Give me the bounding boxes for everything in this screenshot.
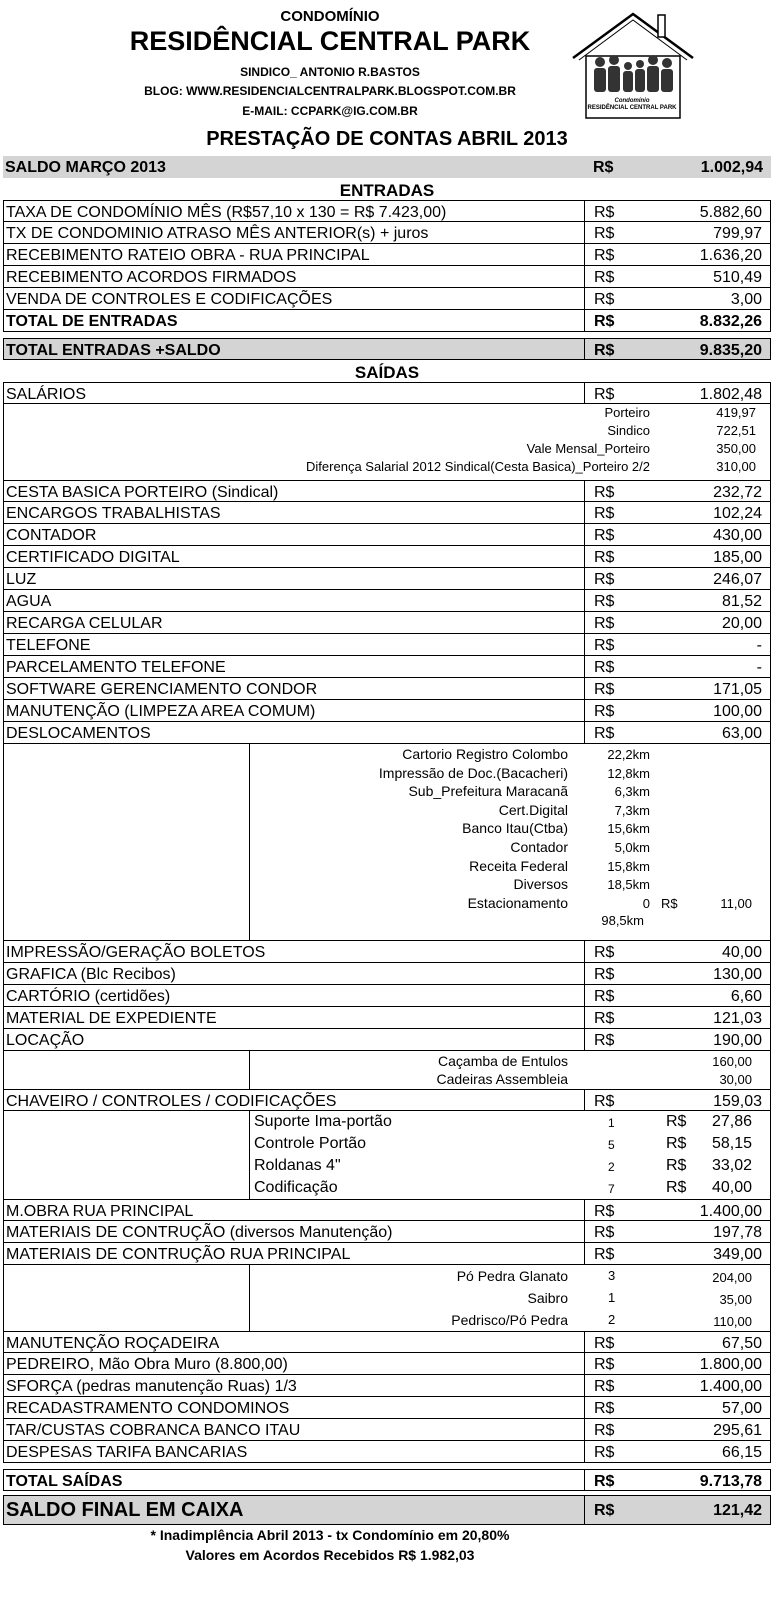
saldo-anterior-row <box>3 156 771 178</box>
currency-label: R$ <box>593 159 614 176</box>
row-label: PARCELAMENTO TELEFONE <box>6 659 226 676</box>
row-value: 121,42 <box>713 1502 762 1519</box>
column-divider <box>584 963 585 984</box>
row-value: 3,00 <box>730 291 762 308</box>
item-value: 58,15 <box>711 1135 752 1152</box>
row-value: 510,49 <box>713 269 762 286</box>
logo-text-line1: Condomínio <box>614 98 650 104</box>
accounts-sheet <box>3 156 771 1525</box>
currency-label: R$ <box>594 725 615 742</box>
row-label: TOTAL SAÍDAS <box>6 1473 123 1490</box>
total-entradas-row <box>3 310 771 332</box>
salarios-detail <box>3 404 771 480</box>
row-label: PEDREIRO, Mão Obra Muro (8.800,00) <box>6 1356 288 1373</box>
locacao-label: Cadeiras Assembleia <box>436 1071 568 1087</box>
saida-row <box>3 985 771 1007</box>
condominium-name: RESIDÊNCIAL CENTRAL PARK <box>129 26 531 56</box>
row-value: 8.832,26 <box>699 313 762 330</box>
material-label: Saibro <box>527 1290 568 1306</box>
saida-row <box>3 634 771 656</box>
column-divider <box>584 678 585 699</box>
row-label: VENDA DE CONTROLES E CODIFICAÇÕES <box>6 291 333 308</box>
column-divider <box>584 546 585 567</box>
column-divider <box>584 656 585 677</box>
detail-value: 419,97 <box>716 405 756 420</box>
trip-label: Receita Federal <box>469 857 568 874</box>
row-label: SFORÇA (pedras manutenção Ruas) 1/3 <box>6 1378 297 1395</box>
row-label: TOTAL ENTRADAS +SALDO <box>6 342 221 359</box>
currency-label: R$ <box>594 225 615 242</box>
currency-label: R$ <box>594 615 615 632</box>
row-value: 1.802,48 <box>699 386 762 403</box>
row-label: MANUTENÇÃO (LIMPEZA AREA COMUM) <box>6 703 316 720</box>
currency-label: R$ <box>594 1422 615 1439</box>
currency-label: R$ <box>594 549 615 566</box>
saida-row <box>3 590 771 612</box>
item-label: Controle Portão <box>254 1135 367 1152</box>
column-divider <box>584 266 585 287</box>
saida-row <box>3 1397 771 1419</box>
entradas-heading: ENTRADAS <box>339 181 435 200</box>
report-title: PRESTAÇÃO DE CONTAS ABRIL 2013 <box>206 128 568 150</box>
column-divider <box>584 502 585 523</box>
currency-label: R$ <box>594 681 615 698</box>
saida-row <box>3 502 771 524</box>
row-value: 159,03 <box>713 1093 762 1110</box>
row-label: DESPESAS TARIFA BANCARIAS <box>6 1444 248 1461</box>
column-divider <box>249 1111 250 1199</box>
item-label: Suporte Ima-portão <box>254 1113 392 1130</box>
item-currency: R$ <box>666 1157 687 1174</box>
saida-row <box>3 546 771 568</box>
column-divider <box>584 1090 585 1110</box>
saida-row <box>3 524 771 546</box>
column-divider <box>584 1332 585 1352</box>
row-value: 190,00 <box>713 1032 762 1049</box>
column-divider <box>584 310 585 331</box>
email-address: E-MAIL: CCPARK@IG.COM.BR <box>242 104 418 118</box>
row-label: SALDO FINAL EM CAIXA <box>6 1499 244 1521</box>
locacao-label: Caçamba de Entulos <box>438 1053 568 1069</box>
salario-detail-row <box>4 458 770 476</box>
row-value: 100,00 <box>713 703 762 720</box>
row-value: 63,00 <box>721 725 762 742</box>
deslocamentos-detail <box>3 744 771 941</box>
column-divider <box>584 339 585 359</box>
note-line: * Inadimplência Abril 2013 - tx Condomínio em 20,80% <box>150 1527 510 1543</box>
row-value: 197,78 <box>713 1224 762 1241</box>
column-divider <box>584 722 585 743</box>
salarios-row <box>3 382 771 404</box>
detail-label: Diferença Salarial 2012 Sindical(Cesta Basica)_Porteiro 2/2 <box>306 459 650 474</box>
entrada-row <box>3 222 771 244</box>
column-divider <box>584 941 585 962</box>
currency-label: R$ <box>594 527 615 544</box>
currency-label: R$ <box>594 1378 615 1395</box>
column-divider <box>249 1051 250 1089</box>
row-value: 57,00 <box>721 1400 762 1417</box>
trip-km: 5,0km <box>614 840 650 855</box>
column-divider <box>584 383 585 403</box>
row-value: 81,52 <box>721 593 762 610</box>
column-divider <box>584 1419 585 1440</box>
column-divider <box>584 1375 585 1396</box>
logo-text-line2: RESIDÊNCIAL CENTRAL PARK <box>587 105 677 111</box>
row-label: CESTA BASICA PORTEIRO (Sindical) <box>6 484 279 501</box>
currency-label: R$ <box>594 944 615 961</box>
row-label: RECADASTRAMENTO CONDOMINOS <box>6 1400 290 1417</box>
currency-label: R$ <box>594 1473 615 1490</box>
saida-row <box>3 941 771 963</box>
item-qty: 2 <box>608 1160 615 1174</box>
row-value: 799,97 <box>713 225 762 242</box>
row-value: - <box>756 637 762 654</box>
chaveiro-row <box>3 1089 771 1111</box>
column-divider <box>584 985 585 1006</box>
detail-label: Vale Mensal_Porteiro <box>526 441 650 456</box>
row-label: LOCAÇÃO <box>6 1032 85 1049</box>
trip-km: 7,3km <box>614 802 650 818</box>
column-divider <box>584 1397 585 1418</box>
currency-label: R$ <box>594 484 615 501</box>
saida-row <box>3 568 771 590</box>
trip-km: 15,6km <box>607 821 650 837</box>
row-label: TELEFONE <box>6 637 91 654</box>
currency-label: R$ <box>594 593 615 610</box>
currency-label: R$ <box>594 386 615 403</box>
saida-row <box>3 1375 771 1397</box>
saida-row <box>3 612 771 634</box>
materiais-detail <box>3 1265 771 1331</box>
row-label: DESLOCAMENTOS <box>6 725 151 742</box>
row-label: MATERIAIS DE CONTRUÇÃO RUA PRINCIPAL <box>6 1246 351 1263</box>
row-label: SOFTWARE GERENCIAMENTO CONDOR <box>6 681 318 698</box>
locacao-value: 30,00 <box>719 1072 752 1087</box>
column-divider <box>584 612 585 633</box>
row-value: 9.713,78 <box>699 1473 762 1490</box>
row-label: SALDO MARÇO 2013 <box>5 159 166 176</box>
material-value: 35,00 <box>719 1292 752 1307</box>
row-value: 5.882,60 <box>699 204 762 221</box>
saida-row <box>3 656 771 678</box>
row-value: 1.400,00 <box>699 1378 762 1395</box>
trip-label: Impressão de Doc.(Bacacheri) <box>378 764 568 781</box>
entrada-row <box>3 244 771 266</box>
currency-label: R$ <box>594 291 615 308</box>
column-divider <box>584 568 585 589</box>
item-qty: 7 <box>608 1182 615 1196</box>
salario-detail-row <box>4 440 770 458</box>
row-value: 130,00 <box>713 966 762 983</box>
row-value: 66,15 <box>721 1444 762 1461</box>
document-header <box>0 0 774 130</box>
currency-label: R$ <box>594 247 615 264</box>
trip-km: 0 <box>642 895 650 911</box>
saida-row <box>3 1441 771 1463</box>
row-label: AGUA <box>6 593 52 610</box>
saida-row <box>3 480 771 502</box>
total-entradas-saldo-row <box>3 338 771 360</box>
column-divider <box>584 524 585 545</box>
row-value: 102,24 <box>713 505 762 522</box>
currency-label: R$ <box>594 1356 615 1373</box>
trip-label: Estacionamento <box>467 894 568 911</box>
saida-row <box>3 1331 771 1353</box>
saida-row <box>3 1419 771 1441</box>
item-currency: R$ <box>666 1113 687 1130</box>
column-divider <box>584 1470 585 1490</box>
total-saidas-row <box>3 1469 771 1491</box>
column-divider <box>584 201 585 221</box>
trip-km: 6,3km <box>614 784 650 800</box>
material-qty: 3 <box>608 1268 616 1283</box>
currency-label: R$ <box>594 1010 615 1027</box>
trip-label: Diversos <box>513 876 568 893</box>
column-divider <box>249 1265 250 1331</box>
saida-row <box>3 1221 771 1243</box>
column-divider <box>584 1221 585 1242</box>
row-label: M.OBRA RUA PRINCIPAL <box>6 1203 194 1220</box>
total-km: 98,5km <box>601 913 644 929</box>
item-qty: 5 <box>608 1138 615 1152</box>
row-label: TAXA DE CONDOMÍNIO MÊS (R$57,10 x 130 = R$ 7.423,00) <box>6 204 447 221</box>
item-value: 40,00 <box>711 1179 752 1196</box>
saida-row <box>3 1353 771 1375</box>
row-label: CERTIFICADO DIGITAL <box>6 549 180 566</box>
row-value: 40,00 <box>721 944 762 961</box>
item-qty: 1 <box>608 1116 615 1130</box>
row-label: RECEBIMENTO RATEIO OBRA - RUA PRINCIPAL <box>6 247 370 264</box>
saida-row <box>3 963 771 985</box>
currency-label: R$ <box>594 988 615 1005</box>
currency-label: R$ <box>594 1335 615 1352</box>
trip-km: 12,8km <box>607 765 650 781</box>
row-value: 171,05 <box>713 681 762 698</box>
row-value: 349,00 <box>713 1246 762 1263</box>
row-value: 295,61 <box>713 1422 762 1439</box>
row-label: ENCARGOS TRABALHISTAS <box>6 505 221 522</box>
row-value: 20,00 <box>721 615 762 632</box>
row-label: TOTAL DE ENTRADAS <box>6 313 178 330</box>
currency-label: R$ <box>594 1400 615 1417</box>
currency-label: R$ <box>594 313 615 330</box>
salario-detail-row <box>4 404 770 422</box>
row-label: LUZ <box>6 571 37 588</box>
row-value: 6,60 <box>730 988 762 1005</box>
row-value: 1.002,94 <box>700 159 763 176</box>
locacao-value: 160,00 <box>712 1054 752 1069</box>
column-divider <box>584 1243 585 1264</box>
currency-label: R$ <box>594 505 615 522</box>
currency-label: R$ <box>594 342 615 359</box>
detail-value: 722,51 <box>716 423 756 438</box>
column-divider <box>584 288 585 309</box>
column-divider <box>584 590 585 611</box>
currency-label: R$ <box>594 1093 615 1110</box>
row-label: MATERIAL DE EXPEDIENTE <box>6 1010 217 1027</box>
saida-row <box>3 722 771 744</box>
material-qty: 2 <box>608 1312 616 1327</box>
trip-label: Sub_Prefeitura Maracanã <box>408 783 568 800</box>
detail-value: 310,00 <box>716 459 756 474</box>
row-value: 185,00 <box>713 549 762 566</box>
saldo-final-row <box>3 1495 771 1525</box>
row-value: 430,00 <box>713 527 762 544</box>
header-condominio: CONDOMÍNIO <box>280 8 380 25</box>
row-label: CARTÓRIO (certidões) <box>6 988 171 1005</box>
row-value: 9.835,20 <box>699 342 762 359</box>
saida-row <box>3 1243 771 1265</box>
row-value: 67,50 <box>721 1335 762 1352</box>
item-value: 27,86 <box>711 1113 752 1130</box>
currency-label: R$ <box>594 1444 615 1461</box>
saida-row <box>3 1007 771 1029</box>
column-divider <box>584 1007 585 1028</box>
saida-row <box>3 1199 771 1221</box>
item-currency: R$ <box>666 1135 687 1152</box>
trip-km: 22,2km <box>607 747 650 762</box>
trip-label: Contador <box>510 839 568 855</box>
column-divider <box>249 744 250 940</box>
currency-label: R$ <box>594 703 615 720</box>
column-divider <box>584 222 585 243</box>
entrada-row <box>3 200 771 222</box>
currency-label: R$ <box>594 966 615 983</box>
trip-km: 15,8km <box>607 858 650 874</box>
column-divider <box>584 244 585 265</box>
row-value: 121,03 <box>713 1010 762 1027</box>
detail-label: Porteiro <box>604 405 650 420</box>
row-label: SALÁRIOS <box>6 386 87 403</box>
column-divider <box>584 1441 585 1462</box>
row-label: GRAFICA (Blc Recibos) <box>6 966 176 983</box>
saida-row <box>3 700 771 722</box>
column-divider <box>584 1200 585 1220</box>
row-value: - <box>756 659 762 676</box>
row-value: 232,72 <box>713 484 762 501</box>
row-label: MATERIAIS DE CONTRUÇÃO (diversos Manutenção) <box>6 1224 393 1241</box>
trip-currency: R$ <box>661 895 678 911</box>
row-value: 1.800,00 <box>699 1356 762 1373</box>
saida-row <box>3 1029 771 1051</box>
locacao-detail <box>3 1051 771 1089</box>
currency-label: R$ <box>594 269 615 286</box>
trip-label: Banco Itau(Ctba) <box>462 820 568 837</box>
row-label: RECARGA CELULAR <box>6 615 163 632</box>
salario-detail-row <box>4 422 770 440</box>
material-label: Pó Pedra Glanato <box>456 1268 568 1284</box>
column-divider <box>584 700 585 721</box>
currency-label: R$ <box>594 659 615 676</box>
row-label: TAR/CUSTAS COBRANCA BANCO ITAU <box>6 1422 301 1439</box>
chaveiro-detail <box>3 1111 771 1199</box>
currency-label: R$ <box>594 571 615 588</box>
column-divider <box>584 1496 585 1524</box>
row-label: MANUTENÇÃO ROÇADEIRA <box>6 1335 220 1352</box>
currency-label: R$ <box>594 204 615 221</box>
row-label: CHAVEIRO / CONTROLES / CODIFICAÇÕES <box>6 1093 337 1110</box>
trip-label: Cartorio Registro Colombo <box>402 746 568 762</box>
row-label: CONTADOR <box>6 527 97 544</box>
currency-label: R$ <box>594 1246 615 1263</box>
currency-label: R$ <box>594 637 615 654</box>
note-line: Valores em Acordos Recebidos R$ 1.982,03 <box>185 1547 475 1563</box>
trip-km: 18,5km <box>607 877 650 893</box>
saida-row <box>3 678 771 700</box>
row-value: 1.636,20 <box>699 247 762 264</box>
sindico-name: SINDICO_ ANTONIO R.BASTOS <box>240 65 420 79</box>
entrada-row <box>3 266 771 288</box>
material-value: 204,00 <box>712 1270 752 1285</box>
item-value: 33,02 <box>711 1157 752 1174</box>
item-label: Roldanas 4" <box>254 1157 341 1174</box>
column-divider <box>584 1353 585 1374</box>
column-divider <box>584 634 585 655</box>
trip-value: 11,00 <box>720 895 752 911</box>
row-value: 246,07 <box>713 571 762 588</box>
row-value: 1.400,00 <box>699 1203 762 1220</box>
entrada-row <box>3 288 771 310</box>
material-label: Pedrisco/Pó Pedra <box>451 1312 568 1328</box>
currency-label: R$ <box>594 1502 615 1519</box>
blog-address: BLOG: WWW.RESIDENCIALCENTRALPARK.BLOGSPOT.COM.BR <box>144 84 516 98</box>
material-value: 110,00 <box>713 1314 752 1329</box>
saidas-heading: SAÍDAS <box>354 363 420 382</box>
item-currency: R$ <box>666 1179 687 1196</box>
row-label: RECEBIMENTO ACORDOS FIRMADOS <box>6 269 297 286</box>
column-divider <box>584 1029 585 1050</box>
material-qty: 1 <box>608 1290 616 1305</box>
currency-label: R$ <box>594 1224 615 1241</box>
trip-label: Cert.Digital <box>498 801 568 818</box>
currency-label: R$ <box>594 1203 615 1220</box>
currency-label: R$ <box>594 1032 615 1049</box>
row-label: TX DE CONDOMINIO ATRASO MÊS ANTERIOR(s) + juros <box>6 225 429 242</box>
column-divider <box>584 481 585 501</box>
row-label: IMPRESSÃO/GERAÇÃO BOLETOS <box>6 944 266 961</box>
item-label: Codificação <box>254 1179 338 1196</box>
detail-value: 350,00 <box>716 441 756 456</box>
footnotes <box>0 1525 660 1565</box>
detail-label: Sindico <box>607 423 650 438</box>
